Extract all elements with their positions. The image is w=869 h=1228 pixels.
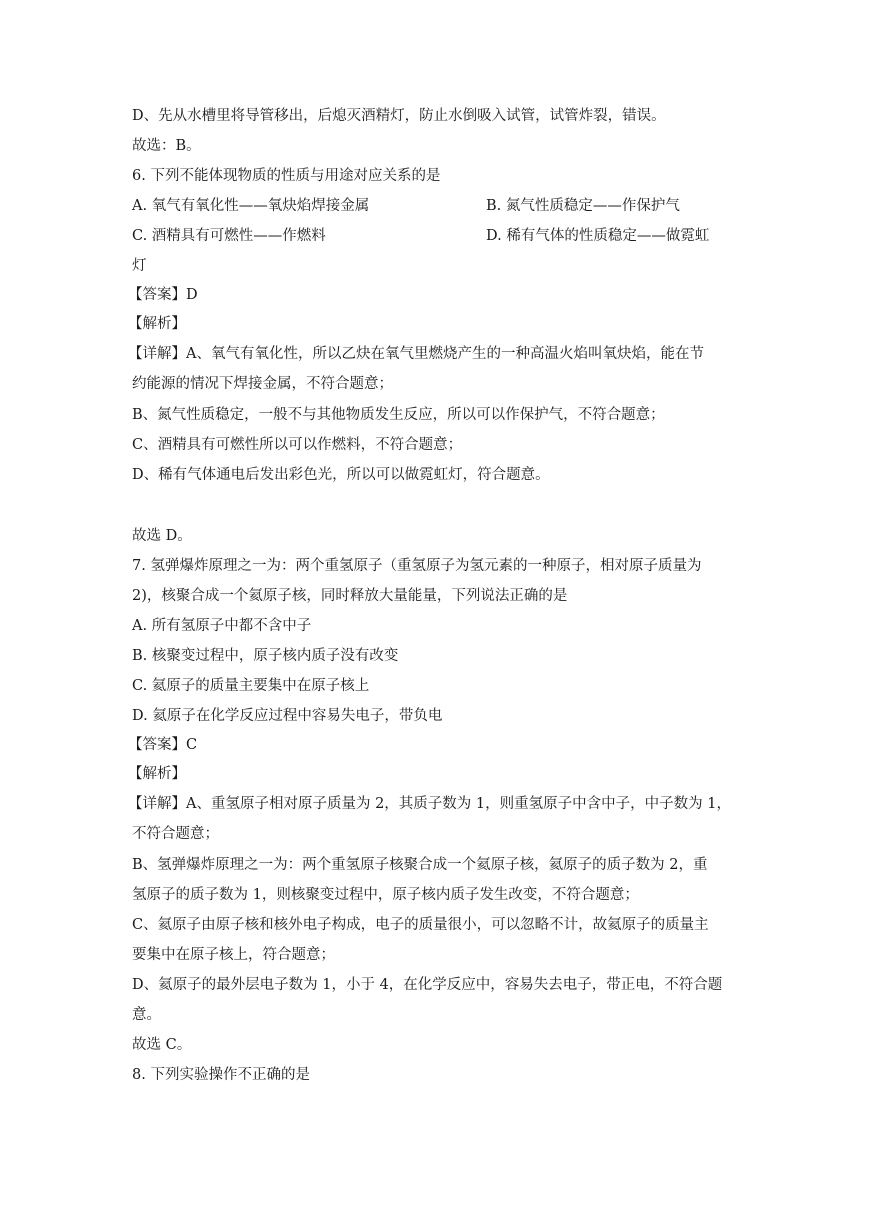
q7-analysis-label: 【解析】 [128, 766, 186, 782]
q7-detail-line-7: D、氦原子的最外层电子数为 1，小于 4，在化学反应中，容易失去电子，带正电，不符合题 [132, 977, 723, 993]
q7-detail-line-4: 氢原子的质子数为 1，则核聚变过程中，原子核内质子发生改变，不符合题意； [132, 887, 639, 903]
q6-detail-line-4: C、酒精具有可燃性所以可以作燃料，不符合题意； [132, 437, 463, 453]
q6-conclusion: 故选 D。 [132, 528, 192, 544]
prev-conclusion: 故选：B。 [132, 138, 201, 154]
q6-detail-line-5: D、稀有气体通电后发出彩色光，所以可以做霓虹灯，符合题意。 [132, 467, 550, 483]
q7-detail-line-5: C、氦原子由原子核和核外电子构成，电子的质量很小，可以忽略不计，故氦原子的质量主 [132, 917, 709, 933]
q6-option-c: C. 酒精具有可燃性——作燃料 [132, 228, 326, 244]
q6-option-b: B. 氮气性质稳定——作保护气 [486, 198, 680, 214]
q6-option-d-continued: 灯 [132, 258, 147, 274]
q7-detail-line-6: 要集中在原子核上，符合题意； [132, 947, 335, 963]
q6-detail-line-3: B、氮气性质稳定，一般不与其他物质发生反应，所以可以作保护气，不符合题意； [132, 407, 665, 423]
q6-option-d: D. 稀有气体的性质稳定——做霓虹 [486, 228, 710, 244]
q7-option-d: D. 氦原子在化学反应过程中容易失电子，带负电 [132, 708, 443, 724]
q7-conclusion: 故选 C。 [132, 1037, 192, 1053]
q6-detail-line-1: 【详解】A、氧气有氧化性，所以乙炔在氧气里燃烧产生的一种高温火焰叫氧炔焰，能在节 [128, 346, 704, 362]
question-7-stem-line-2: 2)，核聚合成一个氦原子核，同时释放大量能量，下列说法正确的是 [132, 588, 568, 604]
q6-answer: 【答案】D [128, 287, 198, 303]
prev-option-d-explanation: D、先从水槽里将导管移出，后熄灭酒精灯，防止水倒吸入试管，试管炸裂，错误。 [132, 108, 666, 124]
question-6-stem: 6. 下列不能体现物质的性质与用途对应关系的是 [132, 168, 441, 184]
q7-detail-line-2: 不符合题意； [132, 826, 219, 842]
q7-detail-line-8: 意。 [132, 1007, 161, 1023]
q7-answer: 【答案】C [128, 737, 198, 753]
question-8-stem: 8. 下列实验操作不正确的是 [132, 1067, 310, 1083]
question-7-stem-line-1: 7. 氢弹爆炸原理之一为：两个重氢原子（重氢原子为氢元素的一种原子，相对原子质量为 [132, 558, 702, 574]
q7-option-b: B. 核聚变过程中，原子核内质子没有改变 [132, 648, 399, 664]
q7-detail-line-3: B、氢弹爆炸原理之一为：两个重氢原子核聚合成一个氦原子核，氦原子的质子数为 2，重 [132, 857, 708, 873]
q6-option-a: A. 氧气有氧化性——氧炔焰焊接金属 [132, 198, 370, 214]
q6-analysis-label: 【解析】 [128, 316, 186, 332]
q6-detail-line-2: 约能源的情况下焊接金属，不符合题意； [132, 376, 393, 392]
q7-option-c: C. 氦原子的质量主要集中在原子核上 [132, 678, 370, 694]
q7-detail-line-1: 【详解】A、重氢原子相对原子质量为 2，其质子数为 1，则重氢原子中含中子，中子数为 1， [128, 796, 731, 812]
q7-option-a: A. 所有氢原子中都不含中子 [132, 618, 312, 634]
